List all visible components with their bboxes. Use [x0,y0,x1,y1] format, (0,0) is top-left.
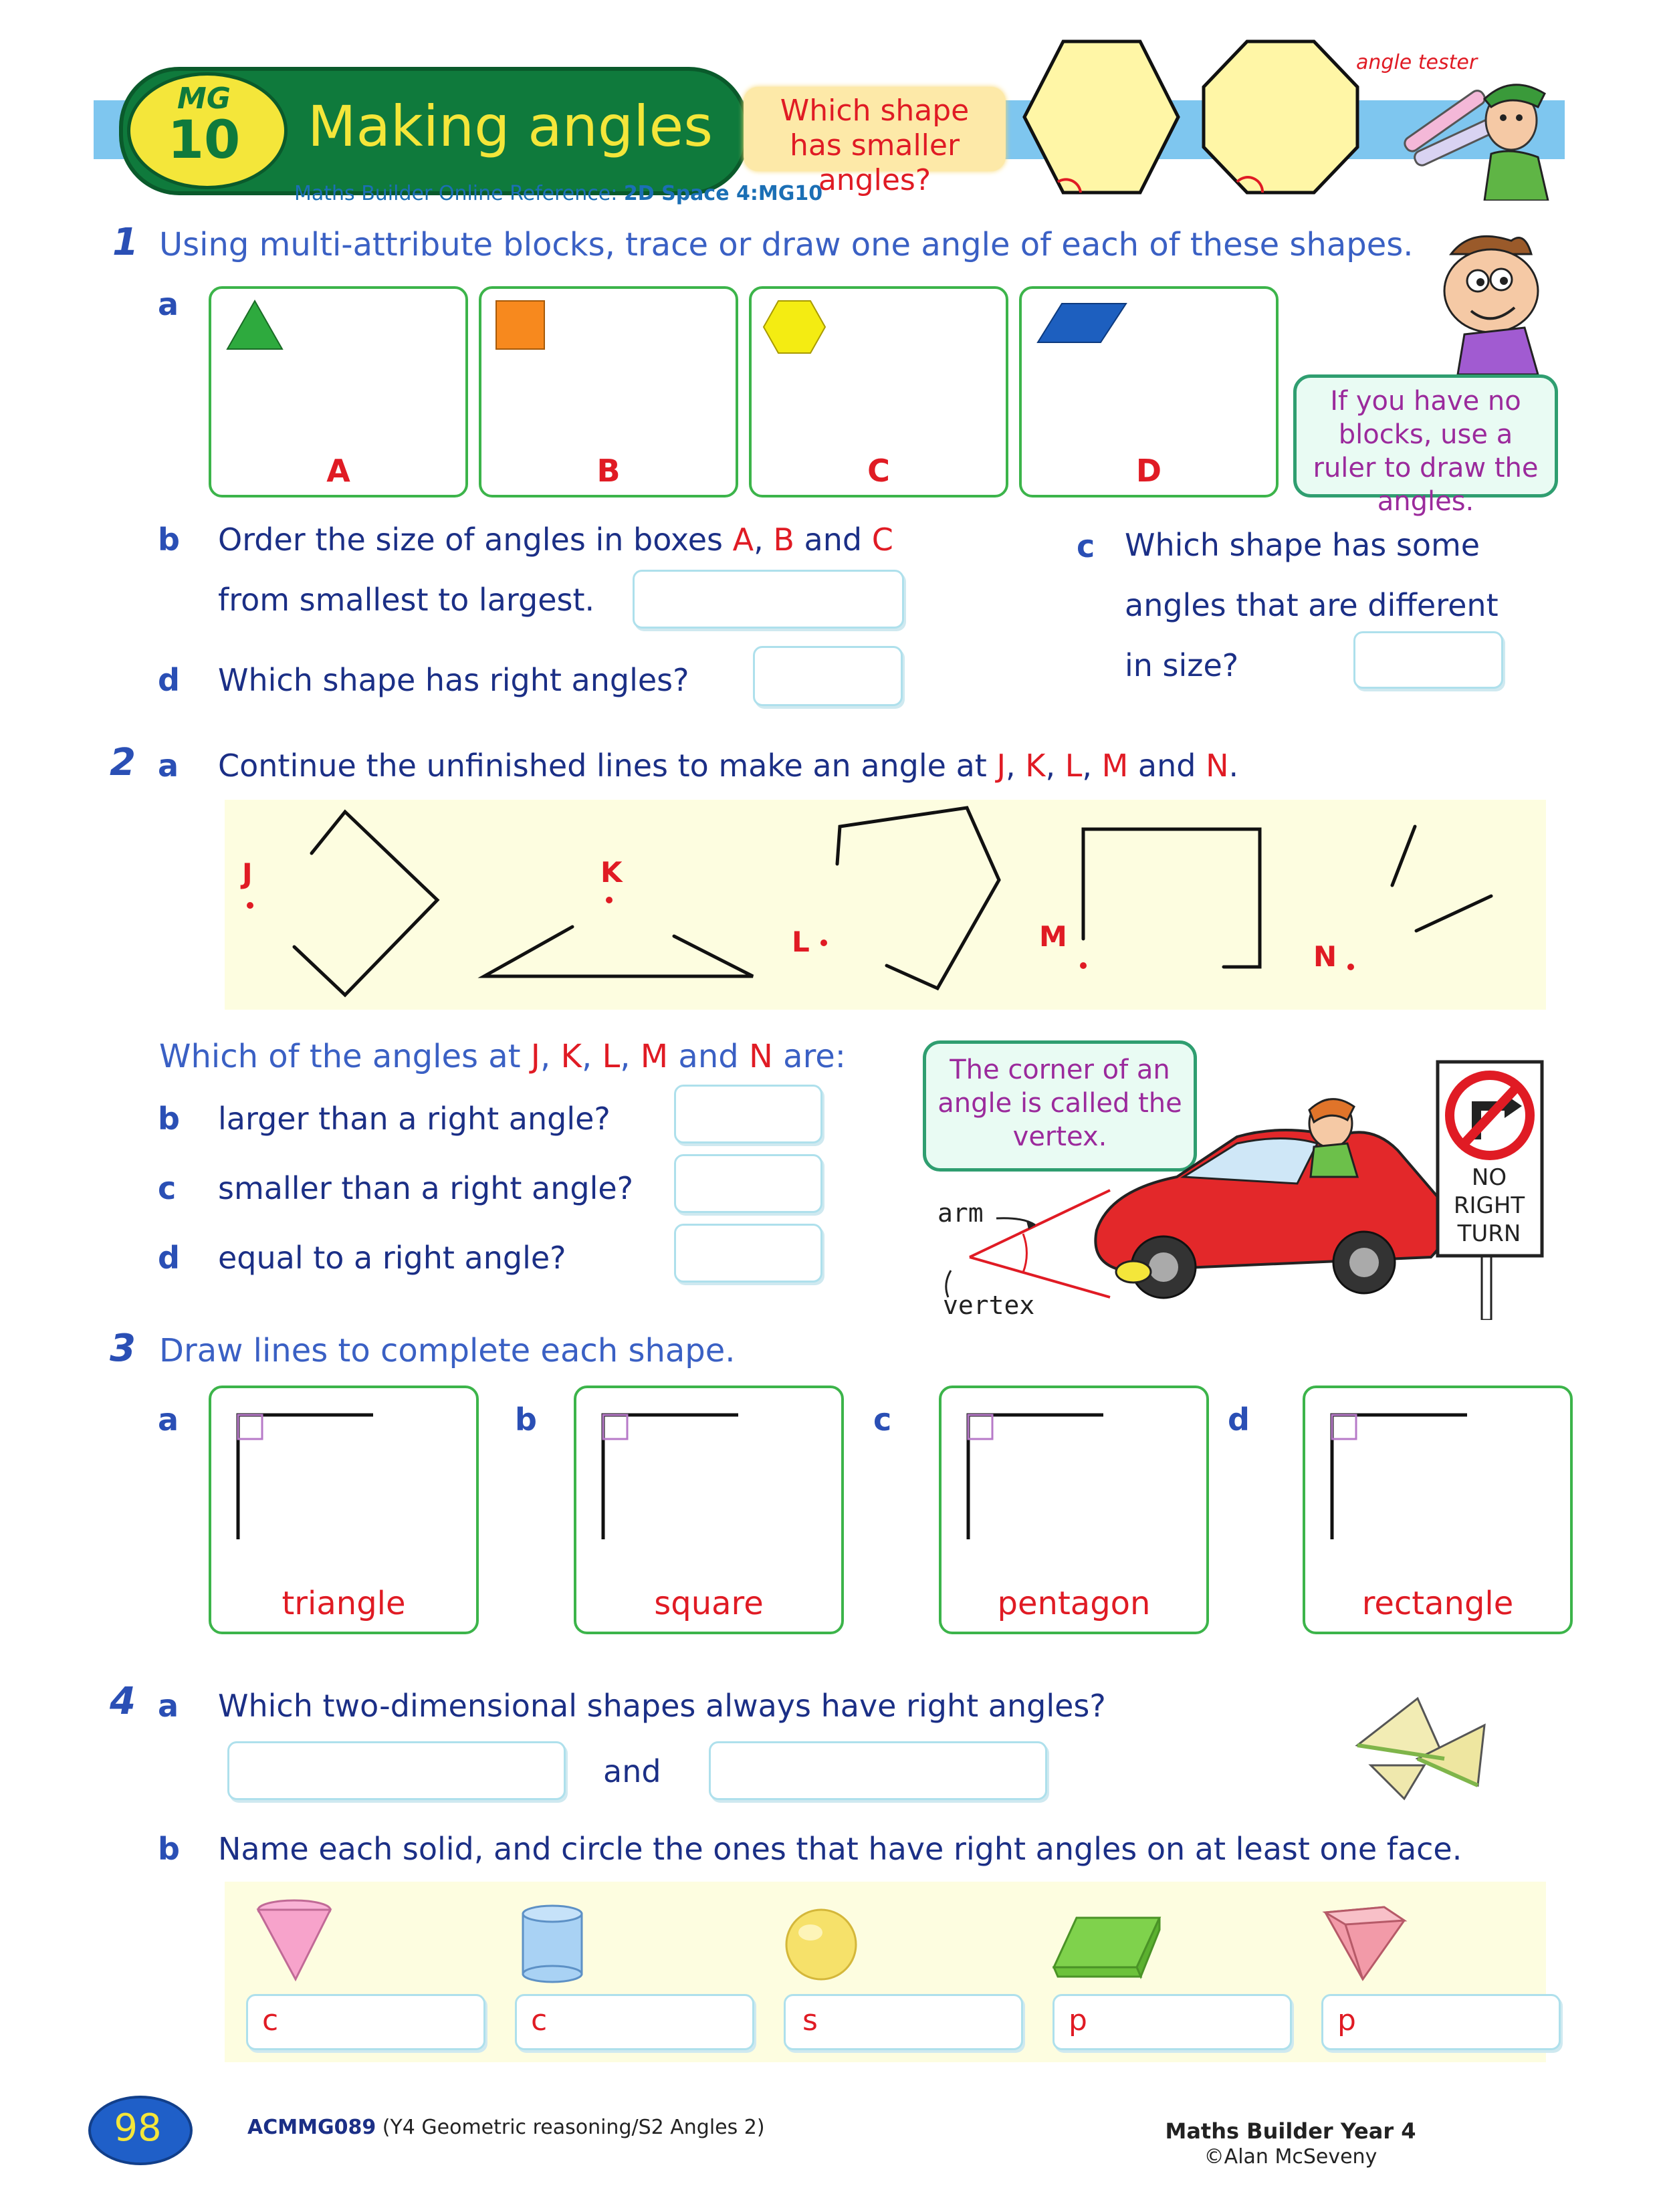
q1c-answer[interactable] [1353,631,1503,689]
q2c-label: c [158,1170,177,1206]
prism-solid-icon [1050,1912,1164,1979]
angle-n-line2 [1416,896,1491,931]
q1c-line1: Which shape has some [1125,527,1480,563]
solid-answer-1[interactable] [246,1994,485,2050]
q3-box-square[interactable] [574,1386,844,1634]
rhombus-block-icon [1035,301,1129,348]
curriculum-desc: (Y4 Geometric reasoning/S2 Angles 2) [382,2116,765,2139]
solid-hint-3: s [802,2003,818,2037]
question-bubble-text: Which shape has smaller angles? [780,94,970,197]
car-illustration [1083,1097,1458,1317]
solid-answer-4[interactable] [1053,1994,1292,2050]
solid-hint-5: p [1337,2003,1356,2037]
pyramid-solid-icon [1321,1902,1408,1982]
q2c-text: smaller than a right angle? [218,1170,634,1206]
q1d-answer[interactable] [753,646,903,706]
page-title: Making angles [308,94,713,159]
q1-box-d-label: D [1135,453,1162,489]
q2d-text: equal to a right angle? [218,1240,566,1276]
shape-label-square: square [654,1585,764,1622]
cylinder-solid-icon [519,1903,586,1983]
solid-hint-4: p [1069,2003,1087,2037]
angle-j-lines [294,812,437,995]
q1b-text-line1 [218,522,893,558]
q4a-label: a [158,1688,179,1724]
q2a-line: Continue the unfinished lines to make an angle at J, K, L, M and N. [218,748,1239,784]
hexagon-shape [1024,41,1178,193]
angle-m-lines [1083,829,1260,967]
solid-hint-2: c [531,2003,548,2037]
q1b-and: and [804,522,863,558]
tip-bubble [1293,374,1558,517]
q1b-answer[interactable] [633,570,904,629]
vertex-label: vertex [943,1291,1035,1320]
sphere-solid-icon [782,1906,863,1986]
q4a-and: and [603,1753,661,1789]
q2a-letter-m: M [1101,748,1129,784]
q2b-text: larger than a right angle? [218,1101,611,1137]
q1-number: 1 [112,221,138,264]
shape-label-triangle: triangle [282,1585,406,1622]
q1d-text: Which shape has right angles? [218,662,689,698]
point-l-label: L [792,925,810,958]
point-n-label: N [1313,940,1337,973]
q1-box-d[interactable] [1019,286,1279,497]
q3-box-pentagon[interactable] [939,1386,1209,1634]
q4b-text: Name each solid, and circle the ones that have right angles on at least one face. [218,1831,1462,1867]
q2-which-line: Which of the angles at J, K, L, M and N are: [159,1038,846,1075]
q2-which-and: and [678,1038,739,1075]
shapes-compare [1016,33,1364,207]
q4-number: 4 [110,1680,136,1723]
q2a-period: . [1228,748,1239,784]
solid-hint-1: c [262,2003,279,2037]
q2b-label: b [158,1101,180,1137]
arm-label: arm [937,1198,984,1228]
right-angle-corner [235,1412,376,1546]
q2a-and: and [1137,748,1196,784]
q3-number: 3 [110,1327,136,1370]
right-angle-corner [600,1412,741,1546]
code-top: MG [177,82,231,116]
q3-instruction: Draw lines to complete each shape. [159,1332,736,1369]
q2-which-m: M [640,1038,669,1075]
point-j-label: J [242,857,253,890]
q4a-answer-2[interactable] [709,1741,1047,1800]
angle-tester-character [1384,67,1571,201]
right-angle-corner [966,1412,1106,1546]
right-angle-corner [1329,1412,1470,1546]
q3c-label: c [873,1402,892,1438]
point-m-label: M [1039,920,1067,953]
q1b-letter-c: C [871,522,893,558]
q1-box-b-label: B [596,453,621,489]
code-number: 10 [167,110,241,171]
q4a-text: Which two-dimensional shapes always have right angles? [218,1688,1106,1724]
book-title: Maths Builder Year 4 [1165,2118,1416,2144]
solid-answer-5[interactable] [1321,1994,1561,2050]
q2-number: 2 [110,741,136,784]
q3-box-triangle[interactable] [209,1386,479,1634]
cone-solid-icon [254,1896,334,1983]
q3a-label: a [158,1402,179,1438]
q1-box-c-label: C [867,453,890,489]
q1-box-a[interactable] [209,286,468,497]
q4b-label: b [158,1831,180,1867]
q1b-text-line2: from smallest to largest. [218,582,595,618]
triangle-block-icon [225,298,285,352]
q2a-letter-n: N [1206,748,1229,784]
q1c-label: c [1077,528,1095,564]
square-block-icon [493,298,547,352]
q3b-label: b [515,1402,537,1438]
solid-answer-3[interactable] [784,1994,1023,2050]
q2d-answer[interactable] [674,1224,822,1283]
shape-label-rectangle: rectangle [1361,1585,1514,1622]
q2-which-j: J [530,1038,540,1075]
q1c-line2: angles that are different [1125,587,1499,623]
sign-text: NO RIGHT TURN [1453,1164,1525,1247]
q1c-line3: in size? [1125,647,1239,683]
angle-n-line1 [1392,826,1415,885]
curriculum-code: ACMMG089 [247,2116,376,2139]
q2a-letter-k: K [1025,748,1046,784]
q1a-label: a [158,286,179,322]
q2-which-end: are: [783,1038,846,1075]
q2a-letter-j: J [996,748,1006,784]
q1-box-a-label: A [326,453,350,489]
q1-box-c[interactable] [749,286,1008,497]
reference-code[interactable]: 2D Space 4:MG10 [623,182,823,205]
boy-character [1424,227,1578,374]
vertex-bubble-text: The corner of an angle is called the vertex. [937,1055,1182,1152]
q2d-label: d [158,1240,180,1276]
reference-line [294,182,822,205]
tip-text: If you have no blocks, use a ruler to draw the angles. [1313,386,1539,517]
q2-which-n: N [748,1038,773,1075]
q1-box-b[interactable] [479,286,738,497]
q1b-letter-a: A [732,522,754,558]
q1-instruction: Using multi-attribute blocks, trace or draw one angle of each of these shapes. [159,226,1414,263]
q2a-label: a [158,748,179,784]
q3-box-rectangle[interactable] [1303,1386,1573,1634]
q2-which-text: Which of the angles at [159,1038,521,1075]
q1b-letter-b: B [773,522,794,558]
q2a-letter-l: L [1065,748,1083,784]
q1b-label: b [158,522,180,558]
q3d-label: d [1228,1402,1250,1438]
q2-which-k: K [560,1038,582,1075]
shape-label-pentagon: pentagon [997,1585,1151,1622]
point-k-label: K [600,856,623,889]
q1d-label: d [158,662,180,698]
q1b-text-1: Order the size of angles in boxes [218,522,724,558]
q2-which-l: L [602,1038,621,1075]
angle-tester-label: angle tester [1356,51,1478,74]
angle-l-lines [837,808,999,988]
reference-prefix: Maths Builder Online Reference: [294,182,618,205]
q1b-comma: , [754,522,764,558]
solid-answer-2[interactable] [515,1994,754,2050]
sandwich-illustration [1344,1685,1498,1805]
unfinished-angles[interactable] [225,800,1546,1010]
curriculum-line [247,2116,765,2139]
angle-k-lines [484,927,753,976]
hexagon-block-icon [761,298,828,356]
q4a-answer-1[interactable] [227,1741,566,1800]
octagon-shape [1204,41,1357,193]
copyright: ©Alan McSeveny [1204,2145,1377,2169]
q2a-text: Continue the unfinished lines to make an angle at [218,748,987,784]
page-number: 98 [114,2106,162,2150]
q2c-answer[interactable] [674,1154,822,1213]
q2b-answer[interactable] [674,1085,822,1143]
